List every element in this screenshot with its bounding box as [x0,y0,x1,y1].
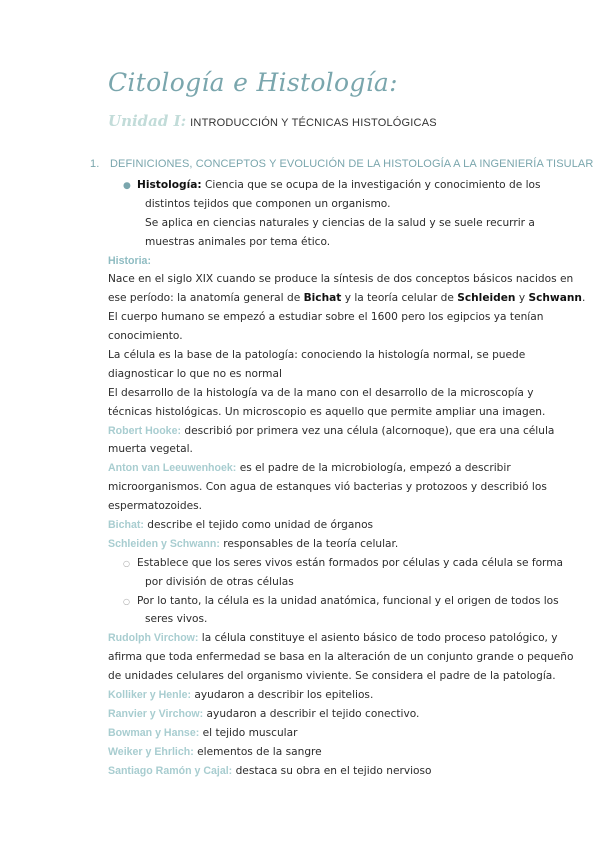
virchow-name: Rudolph Virchow: [108,632,199,645]
text-span: el tejido muscular [199,726,298,739]
histologia-line-4: muestras animales por tema ético. [145,235,331,248]
text-span: Por lo tanto, la célula es la unidad anatómica, funcional y el origen de todos los [137,594,559,607]
circle-bullet-icon: ○ [123,558,130,568]
cajal-name: Santiago Ramón y Cajal: [108,764,233,777]
virchow-line-3: de unidades celulares del organismo viviente. Se considera el padre de la patología. [108,670,556,683]
historia-p3-line-1: La célula es la base de la patología: conociendo la histología normal, se puede [108,349,526,362]
text-span: y [515,292,529,305]
histologia-term: Histología: [137,179,202,191]
leeuwenhoek-line-1 [108,459,528,478]
text-span: destaca su obra en el tejido nervioso [232,764,432,777]
ranvier-name: Ranvier y Virchow: [108,707,204,720]
historia-p2-line-1: El cuerpo humano se empezó a estudiar sobre el 1600 pero los egipcios ya tenían [108,311,544,324]
text-span: ayudaron a describir los epitelios. [191,689,374,702]
unit-description: INTRODUCCIÓN Y TÉCNICAS HISTOLÓGICAS [190,117,437,129]
text-span: describe el tejido como unidad de órganos [143,519,374,532]
text-span: elementos de la sangre [193,745,322,758]
ranvier-line [108,705,528,724]
kolliker-name: Kolliker y Henle: [108,689,192,702]
sub-bullet-2-line-2: seres vivos. [145,613,208,626]
historia-p2-line-2: conocimiento. [108,330,183,343]
histologia-def-1: Ciencia que se ocupa de la investigación y conocimiento de los [205,179,541,191]
cajal-line [108,762,528,781]
section-heading [90,158,593,170]
schwann-name: Schwann [528,292,582,305]
text-span: ayudaron a describir el tejido conectivo. [203,707,420,720]
schleiden-schwann-line [108,535,528,554]
virchow-line-2: afirma que toda enfermedad se basa en la alteración de un conjunto grande o pequeño [108,651,574,664]
historia-p1-line-1: Nace en el siglo XIX cuando se produce la síntesis de dos conceptos básicos nacidos en [108,273,574,286]
histologia-line-2: distintos tejidos que componen un organismo. [145,197,391,210]
unit-subtitle [108,112,437,130]
bichat-line [108,516,528,535]
virchow-line-1 [108,629,558,648]
text-span: describió por primera vez una célula (alcornoque), que era una célula [180,424,555,437]
bowman-name: Bowman y Hanse: [108,726,200,739]
text-span: Establece que los seres vivos están formados por células y cada célula se forma [137,556,564,569]
histologia-line-1 [108,176,541,195]
schleiden-name: Schleiden [457,292,516,305]
text-span: . [581,292,586,305]
text-span: es el padre de la microbiología, empezó a describir [236,462,511,475]
leeuwenhoek-line-2: microorganismos. Con agua de estanques vió bacterias y protozoos y describió los [108,481,547,494]
unit-label: Unidad I: [108,112,187,130]
sub-bullet-1-line-2: por división de otras células [145,575,294,588]
schleiden-schwann-kw: Schleiden y Schwann: [108,537,220,550]
hooke-line-1 [108,422,555,441]
historia-heading [108,252,528,271]
weiker-line [108,743,528,762]
bichat-kw: Bichat: [108,519,144,532]
historia-p1-line-2 [108,289,586,308]
histologia-line-3: Se aplica en ciencias naturales y ciencias de la salud y se suele recurrir a [145,216,535,229]
leeuwenhoek-line-3: espermatozoides. [108,500,203,513]
sub-bullet-2-line-1 [108,592,559,611]
hooke-name: Robert Hooke: [108,424,181,437]
section-number: 1. [90,158,100,170]
weiker-name: Weiker y Ehrlich: [108,745,194,758]
text-span: responsables de la teoría celular. [219,537,399,550]
text-span: ese período: la anatomía general de [108,292,304,305]
section-title: DEFINICIONES, CONCEPTOS Y EVOLUCIÓN DE LA HISTOLOGÍA A LA INGENIERÍA TISULAR [110,158,594,170]
kolliker-line [108,686,528,705]
document-title: Citología e Histología: [108,68,398,97]
leeuwenhoek-name: Anton van Leeuwenhoek: [108,462,237,475]
historia-p4-line-2: técnicas histológicas. Un microscopio es aquello que permite ampliar una imagen. [108,405,546,418]
sub-bullet-1-line-1 [108,554,564,573]
bullet-icon: ● [123,181,131,191]
hooke-line-2: muerta vegetal. [108,443,193,456]
historia-heading-text: Historia: [108,254,151,267]
bichat-name: Bichat [303,292,342,305]
text-span: y la teoría celular de [341,292,458,305]
text-span: la célula constituye el asiento básico de todo proceso patológico, y [198,632,558,645]
historia-p4-line-1: El desarrollo de la histología va de la mano con el desarrollo de la microscopía y [108,386,534,399]
circle-bullet-icon: ○ [123,596,130,606]
bowman-line [108,724,528,743]
historia-p3-line-2: diagnosticar lo que no es normal [108,367,282,380]
document-body [108,176,586,781]
